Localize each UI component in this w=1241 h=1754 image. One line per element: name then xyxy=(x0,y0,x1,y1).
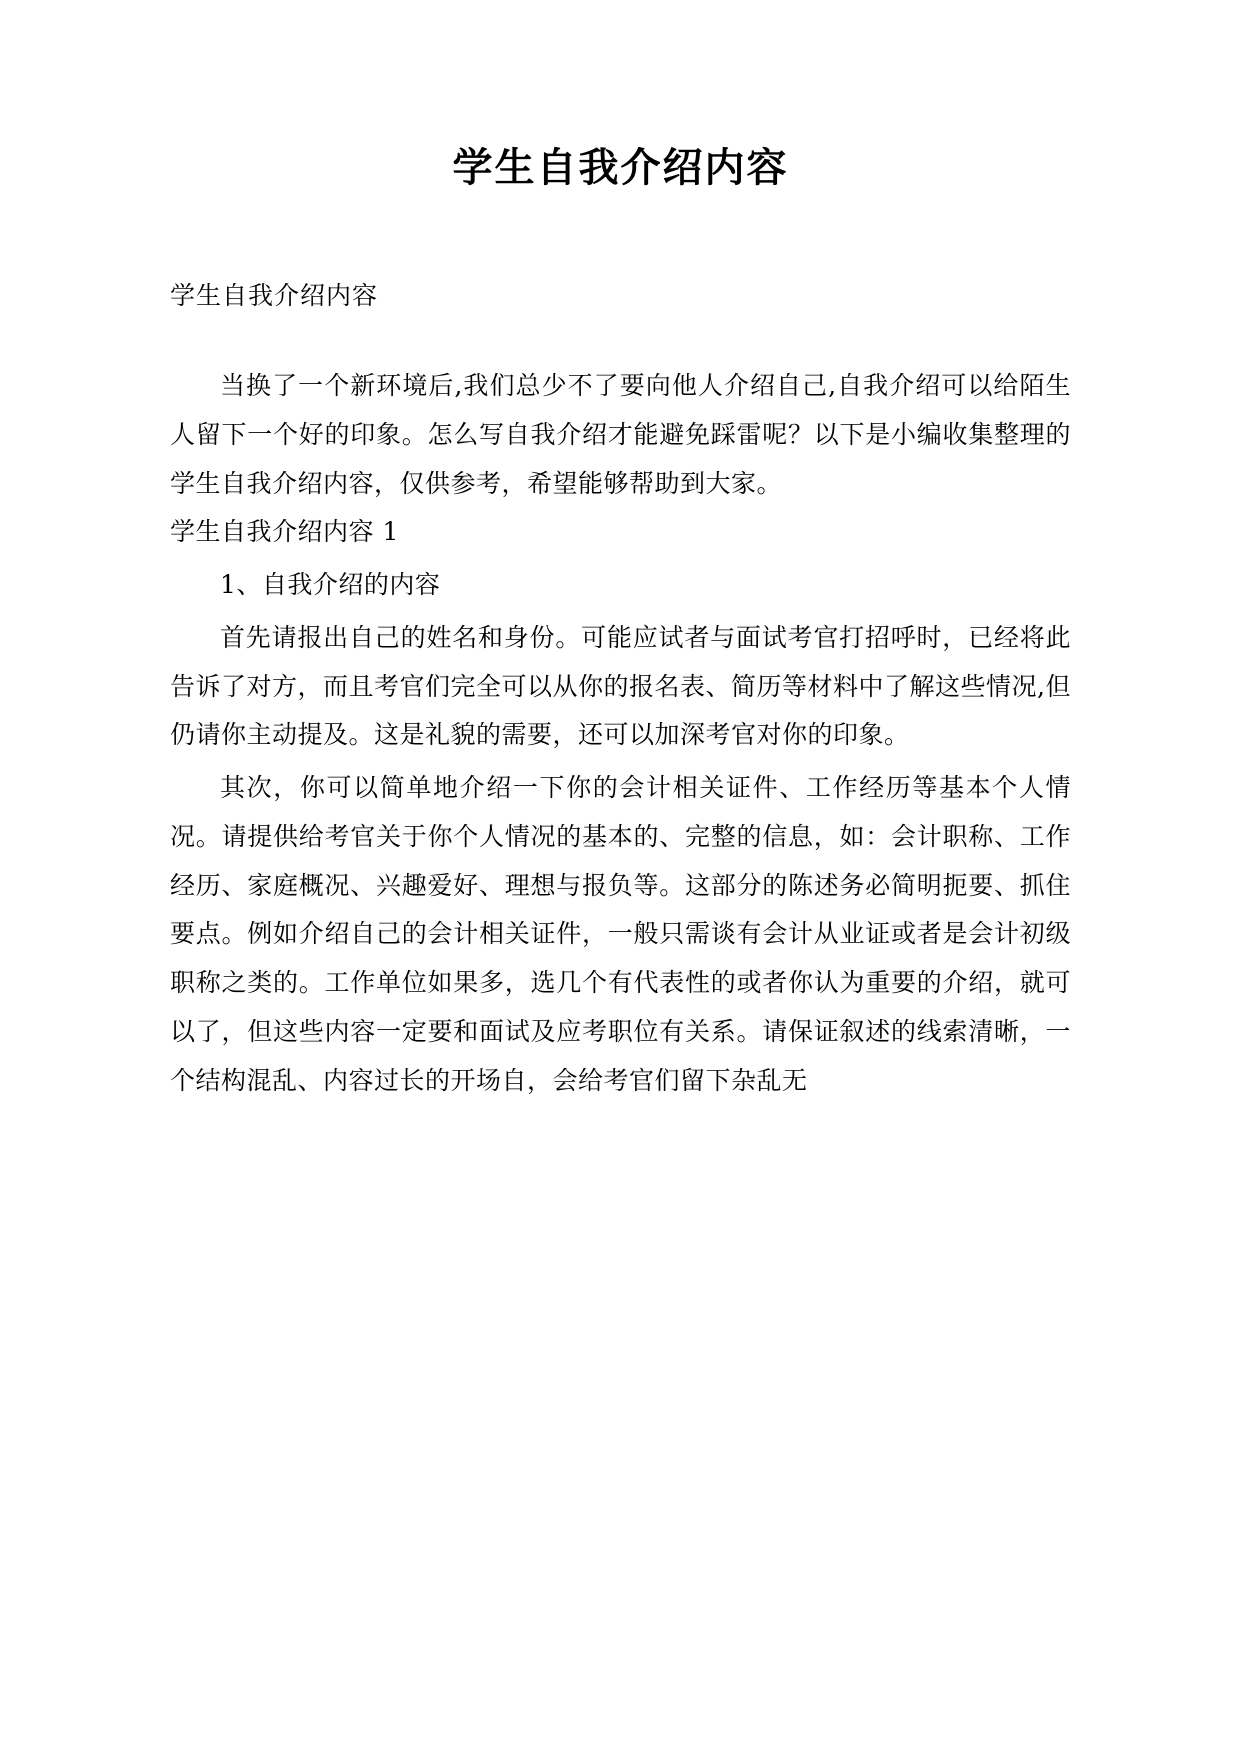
page-title: 学生自我介绍内容 xyxy=(452,145,789,191)
intro-paragraph: 当换了一个新环境后,我们总少不了要向他人介绍自己,自我介绍可以给陌生人留下一个好的印象。怎么写自我介绍才能避免踩雷呢？以下是小编收集整理的学生自我介绍内容，仅供参考，希望能够帮助到大家。 xyxy=(170,371,1071,498)
item-heading: 1、自我介绍的内容 xyxy=(220,570,441,599)
body-paragraph-2: 其次，你可以简单地介绍一下你的会计相关证件、工作经历等基本个人情况。请提供给考官关于你个人情况的基本的、完整的信息，如：会计职称、工作经历、家庭概况、兴趣爱好、理想与报负等。这部分的陈述务必简明扼要、抓住要点。例如介绍自己的会计相关证件，一般只需谈有会计从业证或者是会计初级职称之类的。工作单位如果多，选几个有代表性的或者你认为重要的介绍，就可以了，但这些内容一定要和面试及应考职位有关系。请保证叙述的线索清晰，一个结构混乱、内容过长的开场自，会给考官们留下杂乱无 xyxy=(170,773,1071,1095)
body-paragraph-1: 首先请报出自己的姓名和身份。可能应试者与面试考官打招呼时，已经将此告诉了对方，而且考官们完全可以从你的报名表、简历等材料中了解这些情况,但仍请你主动提及。这是礼貌的需要，还可以加深考官对你的印象。 xyxy=(170,622,1071,750)
section-heading: 学生自我介绍内容 1 xyxy=(170,517,399,547)
document-subtitle: 学生自我介绍内容 xyxy=(170,281,379,310)
